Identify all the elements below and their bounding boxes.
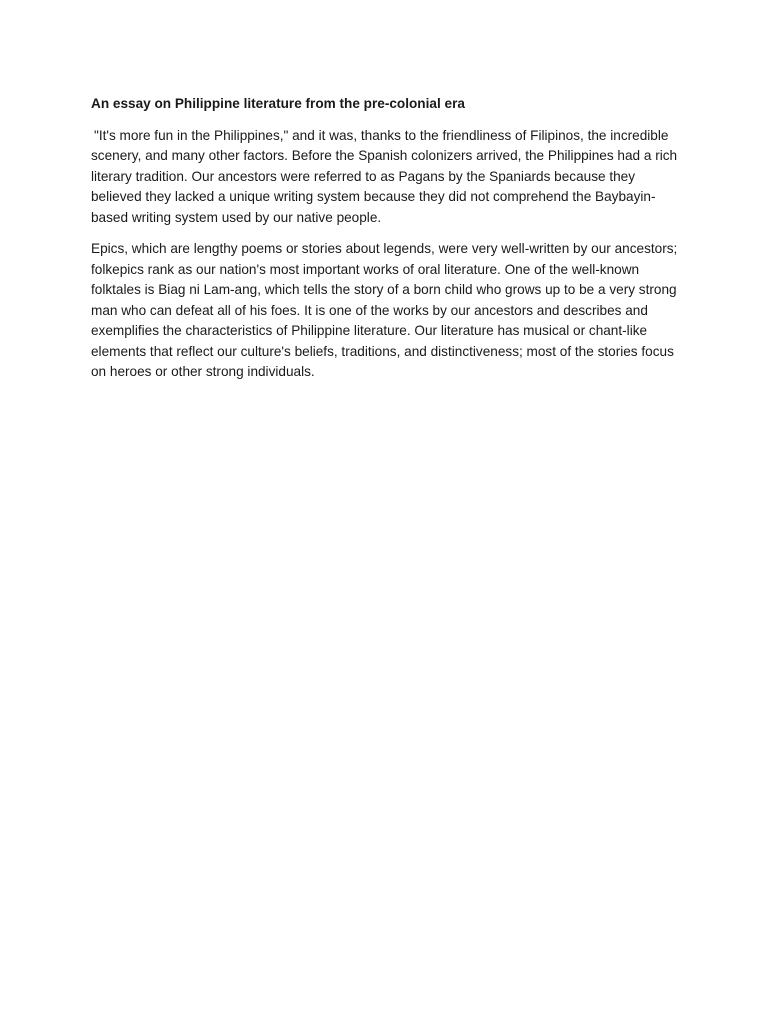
paragraph-epics: Epics, which are lengthy poems or stories about legends, were very well-written by our ancestors; folkepics rank as our nation's most important works of oral literature. One of the well-known folktales is Biag ni Lam-ang, which tells the story of a born child who grows up to be a very strong man who can defeat all of his foes. It is one of the works by our ancestors and describes and exemplifies the characteristics of Philippine literature. Our literature has musical or chant-like elements that reflect our culture's beliefs, traditions, and distinctiveness; most of the stories focus on heroes or other strong individuals. — [91, 241, 678, 379]
paragraph-intro: "It's more fun in the Philippines," and it was, thanks to the friendliness of Filipinos, the incredible scenery, and many other factors. Before the Spanish colonizers arrived, the Philippines had a rich literary tradition. Our ancestors were referred to as Pagans by the Spaniards because they believed they lacked a unique writing system because they did not comprehend the Baybayin-based writing system used by our native people. — [91, 127, 678, 225]
document-title: An essay on Philippine literature from the pre-colonial era — [91, 96, 465, 111]
document-body — [91, 94, 681, 394]
